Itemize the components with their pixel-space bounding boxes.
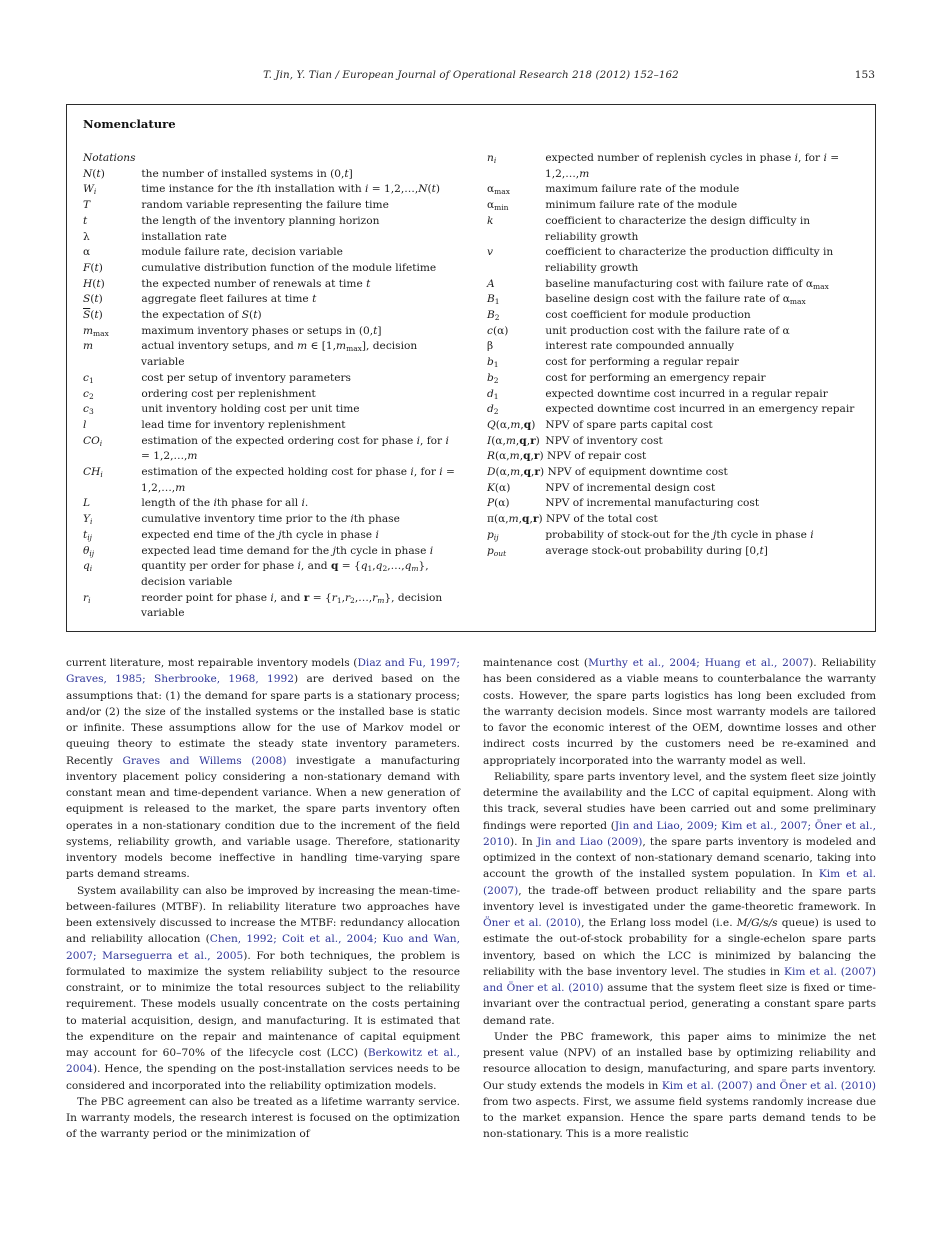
text-run: ). For both techniques, the problem is formulated to maximize the system reliability subject to the resource constraint, or to minimize the total resources subject to the reliability requirement. These models usually concentrate on the costs pertaining to material acquisition, design, and manufacturing. It is estimated that the expenditure on the repair and maintenance of capital equipment may account for 60–70% of the lifecycle cost (LCC) ( <box>66 949 460 1059</box>
nomenclature-entry <box>83 230 459 246</box>
notation-symbol: $B_2$ <box>487 309 500 323</box>
notation-definition: coefficient to characterize the production difficulty in reliability growth <box>545 246 834 274</box>
citation-link[interactable]: Graves and Willems (2008) <box>122 754 287 767</box>
nomenclature-entry <box>487 512 862 528</box>
notation-symbol: R(α,m,q,r) <box>487 450 544 463</box>
nomenclature-entry <box>487 434 862 450</box>
notation-symbol: v <box>487 246 493 259</box>
page-number: 153 <box>854 69 875 81</box>
notation-definition: cost for performing an emergency repair <box>545 371 766 384</box>
text-run: ). Hence, the spending on the post-installation services needs to be considered and incorporated into the reliability optimization models. <box>66 1063 460 1092</box>
notation-symbol: $c_3$ <box>83 403 94 417</box>
notation-symbol: $q_i$ <box>83 560 93 574</box>
citation-link[interactable]: Öner et al. (2010) <box>483 917 582 929</box>
nomenclature-entry <box>83 182 459 198</box>
notation-symbol: I(α,m,q,r) <box>487 434 540 447</box>
notations-label: Notations <box>83 152 136 164</box>
body-right-column <box>483 655 876 1143</box>
notation-definition: the number of installed systems in (0,t] <box>141 167 353 180</box>
notation-symbol: $\alpha_{max}$ <box>487 183 510 197</box>
notation-symbol: Q(α,m,q) <box>487 418 536 431</box>
notation-definition: module failure rate, decision variable <box>141 246 343 259</box>
nomenclature-entry <box>83 496 459 512</box>
nomenclature-entry <box>83 402 459 418</box>
notation-symbol: $c_1$ <box>83 371 94 385</box>
notation-symbol: N(t) <box>83 167 105 180</box>
notation-definition: maximum inventory phases or setups in (0,t] <box>141 324 382 337</box>
nomenclature-entry <box>83 559 459 590</box>
nomenclature-entry <box>487 402 862 418</box>
citation-link[interactable]: Chen, 1992; Coit et al., 2004; Kuo and Wan, 2007; Marseguerra et al., 2005 <box>66 933 460 962</box>
notation-symbol: π(α,m,q,r) <box>487 513 543 526</box>
notation-symbol: H(t) <box>83 277 105 290</box>
notation-symbol: A <box>487 277 495 290</box>
nomenclature-entry <box>487 277 862 293</box>
notation-definition: cumulative inventory time prior to the ith phase <box>141 513 400 526</box>
notation-definition: cost coefficient for module production <box>545 309 751 322</box>
notation-definition: average stock-out probability during [0,t] <box>545 544 768 557</box>
notation-definition: coefficient to characterize the design difficulty in reliability growth <box>545 214 811 243</box>
nomenclature-entry <box>487 449 862 465</box>
nomenclature-left-column <box>83 151 459 622</box>
nomenclature-entry <box>83 387 459 403</box>
notation-definition: expected downtime cost incurred in a regular repair <box>545 387 828 400</box>
notation-definition: expected downtime cost incurred in an emergency repair <box>545 403 855 416</box>
notation-symbol: λ <box>83 230 90 243</box>
nomenclature-entry <box>83 261 459 277</box>
citation-link[interactable]: Berkowitz et al., 2004 <box>66 1047 460 1076</box>
nomenclature-entry <box>487 308 862 324</box>
notation-symbol: t <box>83 214 88 227</box>
notation-definition: actual inventory setups, and m ∈ $[1,m_{max}]$, decision variable <box>141 340 418 369</box>
notation-symbol: $m_{max}$ <box>83 324 109 338</box>
notation-definition: expected number of replenish cycles in phase i, for i = 1,2,…,m <box>545 152 840 180</box>
notation-symbol: l <box>83 418 87 431</box>
notation-definition: estimation of the expected ordering cost for phase i, for i = 1,2,…,m <box>141 434 449 463</box>
notation-definition: installation rate <box>141 230 227 243</box>
notation-definition: probability of stock-out for the jth cycle in phase i <box>545 528 814 541</box>
page-header <box>66 69 876 85</box>
paragraph <box>483 769 876 1029</box>
citation-link[interactable]: Kim et al. (2007) and Öner et al. (2010) <box>661 1079 876 1092</box>
nomenclature-entry <box>487 182 862 198</box>
nomenclature-entry <box>83 167 459 183</box>
notation-symbol: $CO_i$ <box>83 434 103 448</box>
notation-symbol: $p_{out}$ <box>487 544 507 558</box>
citation-link[interactable]: Kim et al. (2007) <box>483 868 876 897</box>
notation-definition: random variable representing the failure time <box>141 199 389 212</box>
notation-symbol: F(t) <box>83 261 103 274</box>
nomenclature-entry <box>487 418 862 434</box>
nomenclature-entry <box>487 544 862 560</box>
notation-definition: NPV of spare parts capital cost <box>545 418 713 431</box>
notation-definition: cost per setup of inventory parameters <box>141 371 351 384</box>
paragraph <box>483 1029 876 1143</box>
text-run: Reliability, spare parts inventory level, and the system fleet size jointly determine the availability and the LCC of capital equipment. Along with this track, several studies have been carried out and some preliminary findings were reported ( <box>483 770 876 832</box>
nomenclature-entry <box>83 198 459 214</box>
nomenclature-entry <box>83 277 459 293</box>
text-run: maintenance cost ( <box>483 657 589 669</box>
nomenclature-entry <box>83 339 459 370</box>
nomenclature-entry <box>487 292 862 308</box>
notation-symbol: $\alpha_{min}$ <box>487 199 509 213</box>
citation-link[interactable]: Jin and Liao, 2009; Kim et al., 2007; Öner et al., 2010 <box>483 819 876 848</box>
citation-link[interactable]: Murthy et al., 2004; Huang et al., 2007 <box>588 657 810 669</box>
notation-symbol: $b_2$ <box>487 371 499 385</box>
text-run: current literature, most repairable inventory models ( <box>66 657 358 669</box>
text-run: Under the PBC framework, this paper aims to minimize the net present value (NPV) of an installed base by optimizing reliability and resource allocation to design, manufacturing, and spare parts inventory. Our study extends the models in <box>483 1030 876 1092</box>
notation-symbol: S(t) <box>83 293 103 306</box>
text-run: ) are derived based on the assumptions that: (1) the demand for spare parts is a stationary process; and/or (2) the size of the installed systems or the installed base is static or infinite. These assumptions allow for the use of Markov model or queuing theory to estimate the steady state inventory parameters. Recently <box>66 673 460 767</box>
inline-math: M/G/s/s <box>736 917 778 929</box>
paragraph <box>66 883 460 1094</box>
nomenclature-entry <box>83 591 459 622</box>
notation-definition: unit production cost with the failure rate of α <box>545 324 790 337</box>
notation-definition: expected lead time demand for the jth cycle in phase i <box>141 544 434 557</box>
nomenclature-entry <box>83 245 459 261</box>
text-run: from two aspects. First, we assume field systems randomly increase due to the market expansion. Hence the spare parts demand tends to be non-stationary. This is a more realistic <box>483 1095 876 1141</box>
nomenclature-right-column <box>487 151 862 622</box>
notation-definition: aggregate fleet failures at time t <box>141 293 317 306</box>
nomenclature-entry <box>487 355 862 371</box>
notation-symbol: P(α) <box>487 497 510 510</box>
text-run: investigate a manufacturing inventory placement policy considering a non-stationary demand with constant mean and time-dependent variance. When a new generation of equipment is released to the market, the spare parts inventory often operates in a non-stationary condition due to the increment of the field systems, reliability growth, and variable usage. Therefore, stationarity inventory models become ineffective in handling time-varying spare parts demand streams. <box>66 754 461 881</box>
notation-definition: NPV of inventory cost <box>545 434 663 447</box>
nomenclature-entry <box>487 245 862 276</box>
text-run: , the trade-off between product reliability and the spare parts inventory level is investigated under the game-theoretic framework. In <box>483 884 876 913</box>
paragraph <box>66 1094 460 1143</box>
nomenclature-entry <box>487 528 862 544</box>
notation-definition: the expected number of renewals at time t <box>141 277 371 290</box>
notation-symbol: $c_2$ <box>83 387 94 401</box>
notation-symbol: $\overline{S}(t)$ <box>83 309 103 322</box>
notation-symbol: K(α) <box>487 481 511 494</box>
notation-symbol: $W_i$ <box>83 183 97 197</box>
nomenclature-title: Nomenclature <box>83 117 176 131</box>
notation-symbol: L <box>83 497 91 510</box>
citation-link[interactable]: Jin and Liao (2009) <box>536 835 643 848</box>
nomenclature-left-list <box>83 167 459 622</box>
notation-symbol: T <box>83 199 91 212</box>
paragraph <box>483 655 876 769</box>
nomenclature-entry <box>487 339 862 355</box>
notation-definition: ordering cost per replenishment <box>141 387 316 400</box>
nomenclature-entry <box>487 387 862 403</box>
notation-definition: baseline design cost with the failure rate of $\alpha_{max}$ <box>545 293 806 307</box>
notation-symbol: $b_1$ <box>487 356 499 370</box>
notation-symbol: α <box>83 246 91 259</box>
notation-definition: NPV of incremental design cost <box>545 481 716 494</box>
notation-symbol: $d_2$ <box>487 403 499 417</box>
nomenclature-entry <box>83 324 459 340</box>
nomenclature-right-list <box>487 151 862 559</box>
notation-symbol: m <box>83 340 94 353</box>
nomenclature-entry <box>83 528 459 544</box>
nomenclature-box <box>66 104 876 632</box>
notation-definition: quantity per order for phase i, and $q = \{q_1,q_2,\dots,q_m\}$, decision variable <box>141 560 429 588</box>
nomenclature-entry <box>83 544 459 560</box>
nomenclature-entry <box>487 481 862 497</box>
notation-definition: time instance for the ith installation with i = 1,2,…,N(t) <box>141 183 441 196</box>
citation-link[interactable]: Kim et al. (2007) and Öner et al. (2010) <box>483 965 876 994</box>
body-left-column <box>66 655 460 1143</box>
nomenclature-entry <box>487 324 862 340</box>
notation-symbol: k <box>487 214 494 227</box>
text-run: , the Erlang loss model (i.e. <box>581 917 737 929</box>
notation-definition: interest rate compounded annually <box>545 340 735 353</box>
text-run: queue) is used to estimate the out-of-stock probability for a single-echelon spare parts inventory, based on which the LCC is minimized by balancing the reliability with the base inventory level. The studies in <box>483 917 876 978</box>
notation-symbol: $r_i$ <box>83 591 91 605</box>
notation-symbol: β <box>487 340 494 353</box>
text-run: ). In <box>509 835 537 848</box>
nomenclature-columns <box>83 151 862 622</box>
text-run: ). Reliability has been considered as a viable means to counterbalance the warranty costs. However, the spare parts logistics has long been excluded from the warranty decision models. Since most warranty models are tailored to favor the economic interest of the OEM, downtime losses and other indirect costs incurred by the customers need be re-examined and appropriately incorporated into the warranty model as well. <box>483 657 876 767</box>
notation-definition: cumulative distribution function of the module lifetime <box>141 261 437 274</box>
notation-symbol: $CH_i$ <box>83 466 103 480</box>
paragraph <box>66 655 460 883</box>
notation-symbol: $\theta_{ij}$ <box>83 544 95 558</box>
notation-definition: NPV of equipment downtime cost <box>547 466 728 479</box>
nomenclature-entry <box>487 198 862 214</box>
nomenclature-entry <box>83 214 459 230</box>
notation-definition: minimum failure rate of the module <box>545 199 738 212</box>
notation-symbol: $d_1$ <box>487 387 499 401</box>
citation-link[interactable]: Diaz and Fu, 1997; Graves, 1985; Sherbrooke, 1968, 1992 <box>66 657 460 686</box>
nomenclature-entry <box>83 465 459 496</box>
notation-symbol: $B_1$ <box>487 293 500 307</box>
text-run: System availability can also be improved by increasing the mean-time-between-failures (MTBF). In reliability literature two approaches have been extensively discussed to increase the MTBF: redundancy allocation and reliability allocation ( <box>66 884 460 946</box>
notation-symbol: $n_i$ <box>487 152 497 165</box>
nomenclature-entry <box>83 434 459 465</box>
notation-definition: reorder point for phase i, and $r = \{r_1,r_2,\dots,r_m\}$, decision variable <box>141 591 443 620</box>
notation-symbol: $t_{ij}$ <box>83 528 92 542</box>
notation-definition: the length of the inventory planning horizon <box>141 214 380 227</box>
nomenclature-entry <box>83 308 459 324</box>
notation-definition: the expectation of S(t) <box>141 309 262 322</box>
journal-citation: T. Jin, Y. Tian / European Journal of Operational Research 218 (2012) 152–162 <box>263 69 679 81</box>
notation-symbol: c(α) <box>487 324 509 337</box>
nomenclature-entry <box>487 371 862 387</box>
text-run: , the spare parts inventory is modeled and optimized in the context of non-stationary demand scenario, taking into account the growth of the installed system population. In <box>483 835 876 881</box>
notation-definition: NPV of repair cost <box>546 450 647 463</box>
notation-definition: NPV of incremental manufacturing cost <box>545 497 760 510</box>
notation-definition: expected end time of the jth cycle in phase i <box>141 528 379 541</box>
notation-definition: NPV of the total cost <box>545 513 658 526</box>
nomenclature-entry <box>83 292 459 308</box>
text-run: The PBC agreement can also be treated as a lifetime warranty service. In warranty models, the research interest is focused on the optimization of the warranty period or the minimization of <box>66 1095 460 1141</box>
notation-definition: cost for performing a regular repair <box>545 356 740 369</box>
nomenclature-entry <box>83 512 459 528</box>
text-run: assume that the system fleet size is fixed or time-invariant over the contractual period, generating a constant spare parts demand rate. <box>483 982 876 1027</box>
notation-symbol: $Y_i$ <box>83 513 93 527</box>
notation-definition: baseline manufacturing cost with failure rate of $\alpha_{max}$ <box>545 277 829 291</box>
notation-definition: estimation of the expected holding cost for phase i, for i = 1,2,…,m <box>141 466 455 494</box>
notation-definition: maximum failure rate of the module <box>545 183 740 196</box>
nomenclature-entry <box>83 371 459 387</box>
notation-definition: unit inventory holding cost per unit time <box>141 403 360 416</box>
nomenclature-entry <box>487 151 862 182</box>
nomenclature-entry <box>487 496 862 512</box>
notation-symbol: $p_{ij}$ <box>487 528 499 542</box>
notation-definition: lead time for inventory replenishment <box>141 418 346 431</box>
notation-symbol: D(α,m,q,r) <box>487 466 545 479</box>
notation-definition: length of the ith phase for all i. <box>141 497 309 510</box>
nomenclature-entry <box>487 465 862 481</box>
nomenclature-entry <box>83 418 459 434</box>
nomenclature-entry <box>487 214 862 245</box>
